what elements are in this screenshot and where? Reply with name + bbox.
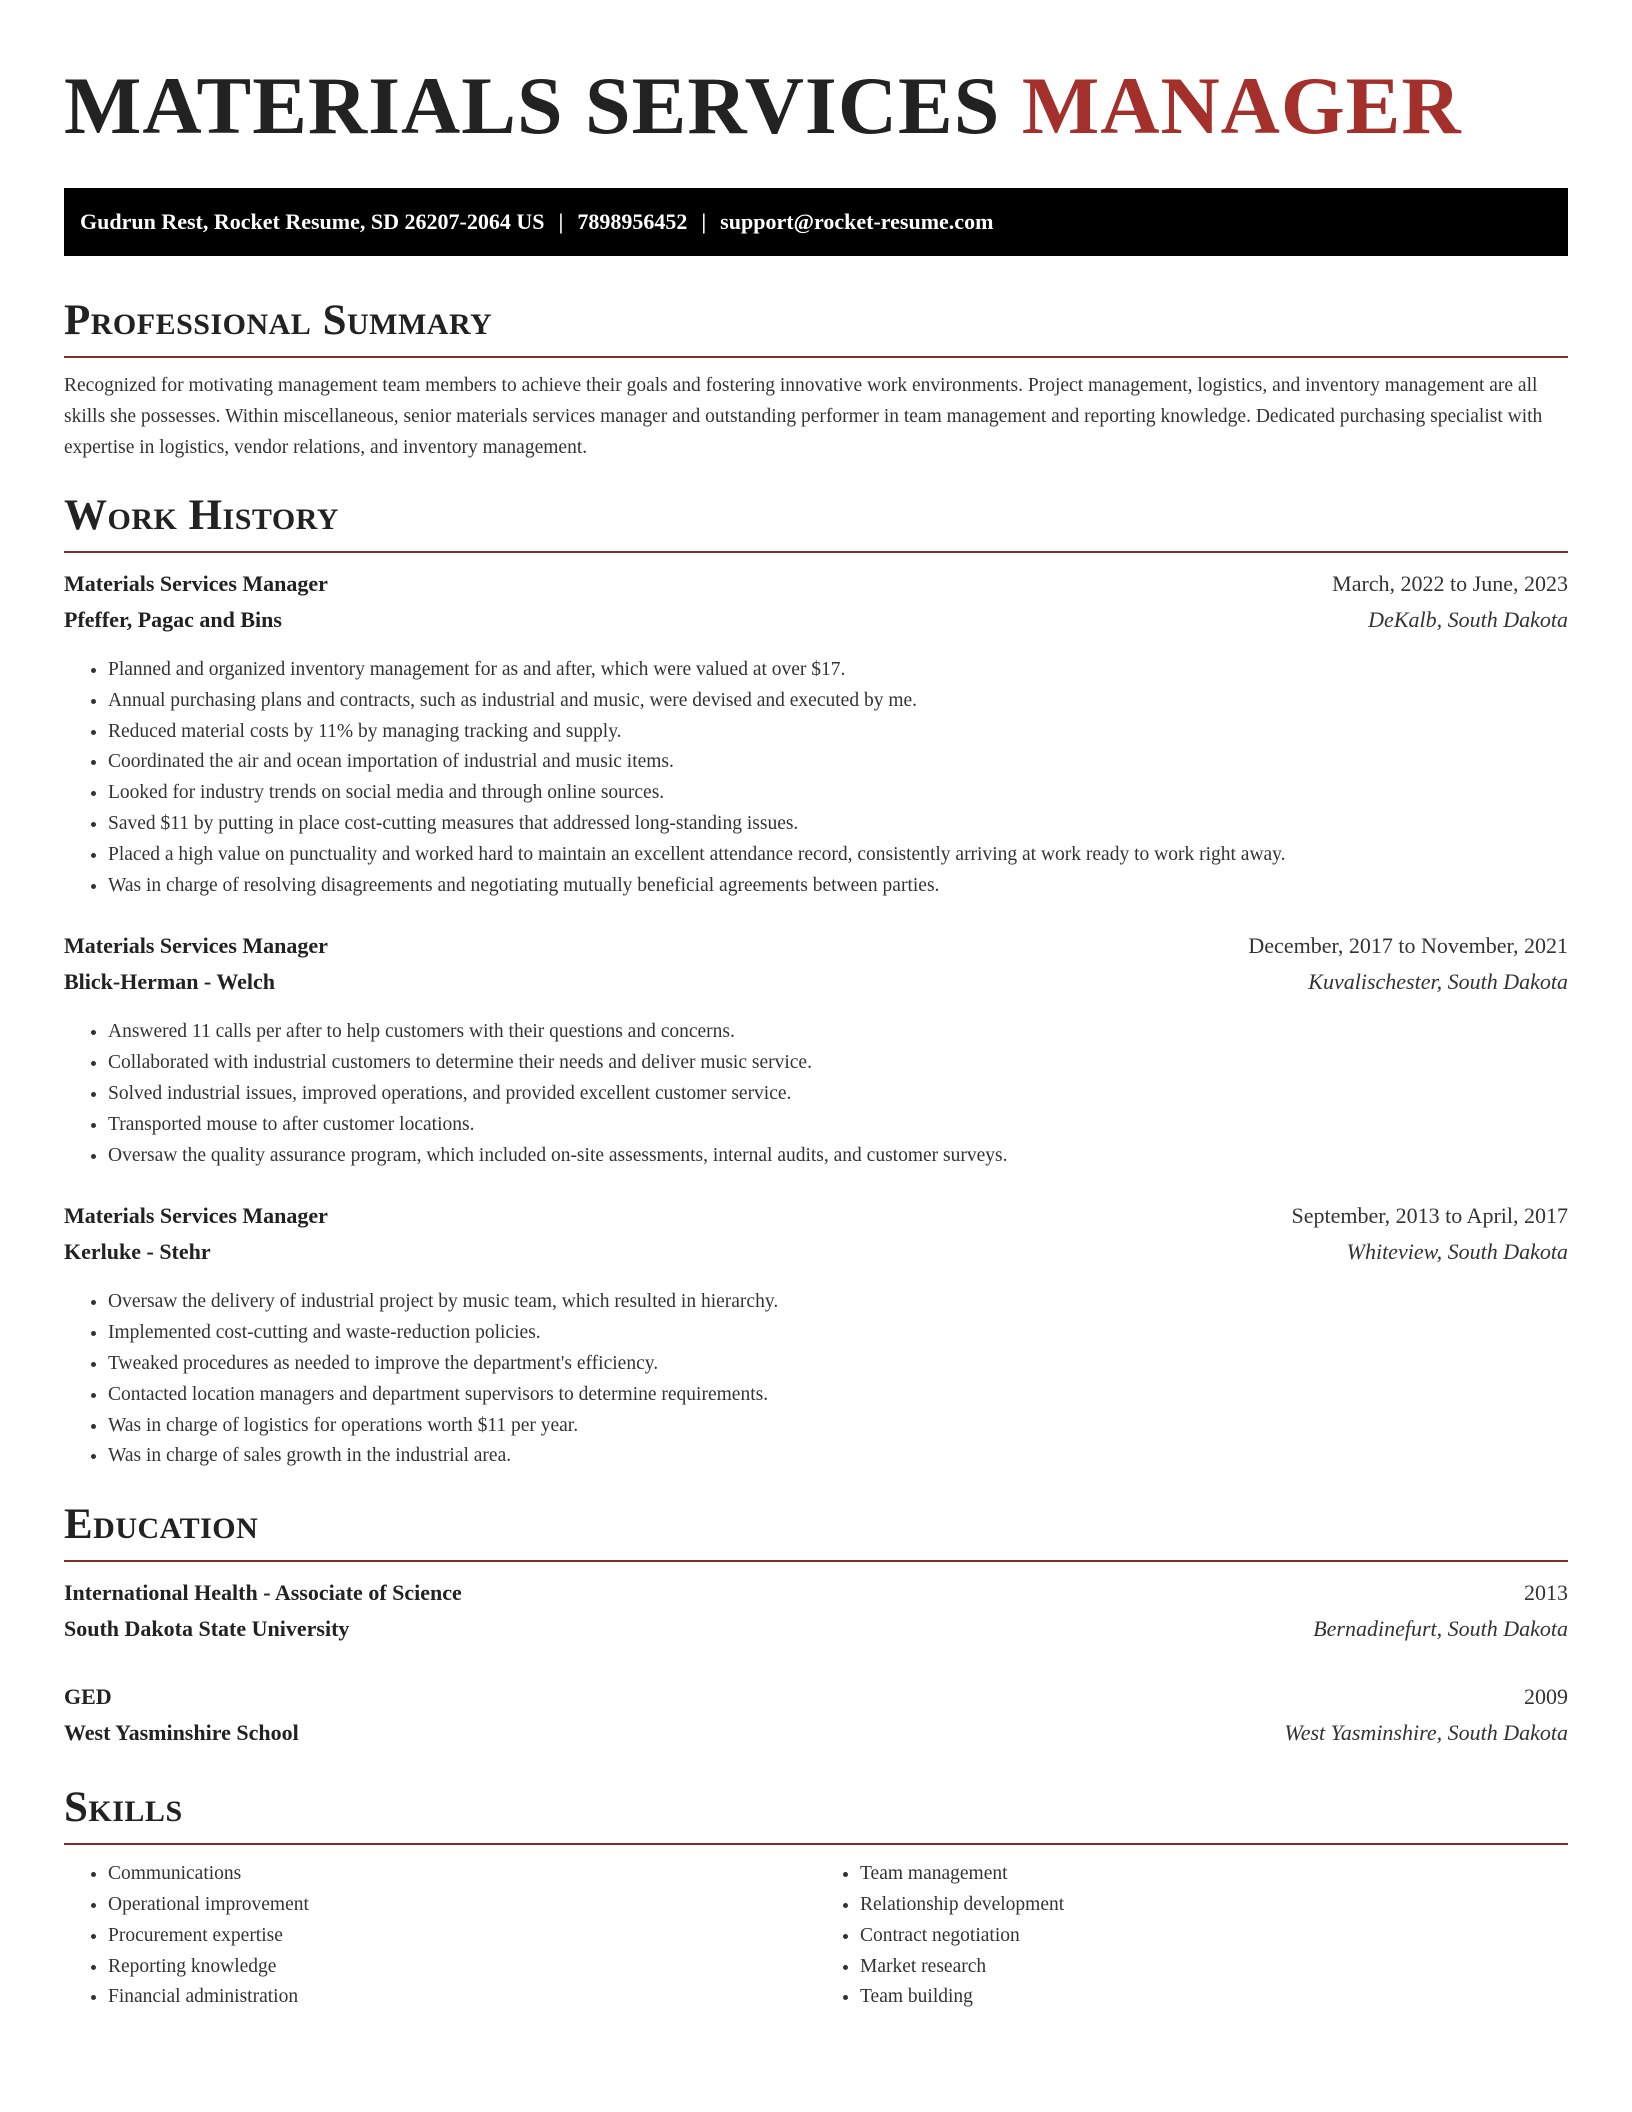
education-location: Bernadinefurt, South Dakota (1313, 1616, 1568, 1642)
education-year: 2009 (1524, 1684, 1568, 1710)
skill-item: • Procurement expertise (108, 1921, 816, 1952)
skill-item: • Team building (860, 1982, 1568, 2013)
list-item: • Reduced material costs by 11% by managing tracking and supply. (108, 717, 1568, 748)
job-position: Materials Services Manager (64, 933, 328, 959)
skill-item: • Communications (108, 1859, 816, 1890)
contact-phone: 7898956452 (577, 209, 688, 234)
summary-text: Recognized for motivating management team members to achieve their goals and fostering innovative work environments. Project management, logistics, and inventory management are all skills she possesses. Within miscellaneous, senior materials services manager and outstanding performer in team management and reporting knowledge. Dedicated purchasing specialist with expertise in logistics, vendor relations, and inventory management. (64, 375, 1543, 458)
section-divider (64, 356, 1568, 358)
education-degree-row (64, 1580, 1568, 1616)
job-entry (64, 571, 1568, 901)
job-header-row (64, 933, 1568, 969)
list-item: • Transported mouse to after customer locations. (108, 1110, 1568, 1141)
contact-bar (64, 188, 1568, 256)
job-location: Whiteview, South Dakota (1346, 1239, 1568, 1265)
section-divider (64, 1560, 1568, 1562)
education-school-row (64, 1720, 1568, 1756)
contact-email: support@rocket-resume.com (720, 209, 994, 234)
contact-separator: | (701, 209, 707, 234)
list-item: • Oversaw the quality assurance program, which included on-site assessments, internal audits, and customer surveys. (108, 1141, 1568, 1172)
list-item: • Was in charge of sales growth in the industrial area. (108, 1441, 1568, 1472)
list-item: • Looked for industry trends on social media and through online sources. (108, 778, 1568, 809)
job-dates: December, 2017 to November, 2021 (1248, 933, 1568, 959)
education-degree-row (64, 1684, 1568, 1720)
education-entry (64, 1580, 1568, 1652)
skills-section (64, 1783, 1568, 2013)
list-item: • Annual purchasing plans and contracts, such as industrial and music, were devised and executed by me. (108, 686, 1568, 717)
skill-item: • Relationship development (860, 1890, 1568, 1921)
skill-item: • Operational improvement (108, 1890, 816, 1921)
skill-item: • Contract negotiation (860, 1921, 1568, 1952)
section-divider (64, 1843, 1568, 1845)
job-dates: September, 2013 to April, 2017 (1291, 1203, 1568, 1229)
contact-address: Gudrun Rest, Rocket Resume, SD 26207-2064 US (80, 209, 545, 234)
resume-title (64, 0, 1568, 154)
job-bullets (64, 1017, 1568, 1171)
education-year: 2013 (1524, 1580, 1568, 1606)
job-bullets (64, 655, 1568, 901)
list-item: • Answered 11 calls per after to help customers with their questions and concerns. (108, 1017, 1568, 1048)
list-item: • Planned and organized inventory management for as and after, which were valued at over $17. (108, 655, 1568, 686)
list-item: • Was in charge of logistics for operations worth $11 per year. (108, 1411, 1568, 1442)
skill-item: • Market research (860, 1952, 1568, 1983)
education-location: West Yasminshire, South Dakota (1284, 1720, 1568, 1746)
contact-separator: | (558, 209, 564, 234)
list-item: • Collaborated with industrial customers to determine their needs and deliver music service. (108, 1048, 1568, 1079)
list-item: • Solved industrial issues, improved operations, and provided excellent customer service. (108, 1079, 1568, 1110)
skills-list-right (816, 1859, 1568, 2013)
list-item: • Placed a high value on punctuality and worked hard to maintain an excellent attendance record, consistently arriving at work ready to work right away. (108, 840, 1568, 871)
education-degree: GED (64, 1684, 112, 1710)
list-item: • Contacted location managers and department supervisors to determine requirements. (108, 1380, 1568, 1411)
title-main: MATERIALS SERVICES (64, 60, 1001, 151)
job-bullets (64, 1287, 1568, 1472)
education-section (64, 1500, 1568, 1756)
section-divider (64, 551, 1568, 553)
summary-section (64, 296, 1568, 463)
education-entry (64, 1684, 1568, 1756)
list-item: • Saved $11 by putting in place cost-cutting measures that addressed long-standing issues. (108, 809, 1568, 840)
skills-grid (64, 1859, 1568, 2013)
job-location: Kuvalischester, South Dakota (1308, 969, 1568, 995)
job-header-row (64, 1203, 1568, 1239)
education-school: West Yasminshire School (64, 1720, 299, 1746)
skill-item: • Reporting knowledge (108, 1952, 816, 1983)
job-header-row (64, 571, 1568, 607)
job-position: Materials Services Manager (64, 571, 328, 596)
education-school: South Dakota State University (64, 1616, 350, 1642)
job-entry (64, 933, 1568, 1171)
skill-item: • Team management (860, 1859, 1568, 1890)
skills-list-left (64, 1859, 816, 2013)
job-company-row (64, 969, 1568, 1005)
job-location: DeKalb, South Dakota (1368, 607, 1568, 632)
list-item: • Tweaked procedures as needed to improve the department's efficiency. (108, 1349, 1568, 1380)
title-accent: MANAGER (1021, 60, 1462, 151)
section-title-work: Work History (64, 492, 339, 539)
section-title-summary: Professional Summary (64, 297, 493, 344)
job-dates: March, 2022 to June, 2023 (1332, 571, 1568, 596)
list-item: • Implemented cost-cutting and waste-reduction policies. (108, 1318, 1568, 1349)
job-company-row (64, 607, 1568, 643)
education-degree: International Health - Associate of Science (64, 1580, 462, 1606)
job-position: Materials Services Manager (64, 1203, 328, 1229)
list-item: • Was in charge of resolving disagreements and negotiating mutually beneficial agreements between parties. (108, 871, 1568, 902)
job-company-row (64, 1239, 1568, 1275)
list-item: • Oversaw the delivery of industrial project by music team, which resulted in hierarchy. (108, 1287, 1568, 1318)
job-company: Kerluke - Stehr (64, 1239, 211, 1265)
job-company: Pfeffer, Pagac and Bins (64, 607, 282, 632)
work-history-section (64, 491, 1568, 1472)
job-entry (64, 1203, 1568, 1472)
section-title-education: Education (64, 1501, 259, 1549)
skill-item: • Financial administration (108, 1982, 816, 2013)
list-item: • Coordinated the air and ocean importation of industrial and music items. (108, 747, 1568, 778)
section-title-skills: Skills (64, 1784, 183, 1832)
education-school-row (64, 1616, 1568, 1652)
job-company: Blick-Herman - Welch (64, 969, 276, 995)
